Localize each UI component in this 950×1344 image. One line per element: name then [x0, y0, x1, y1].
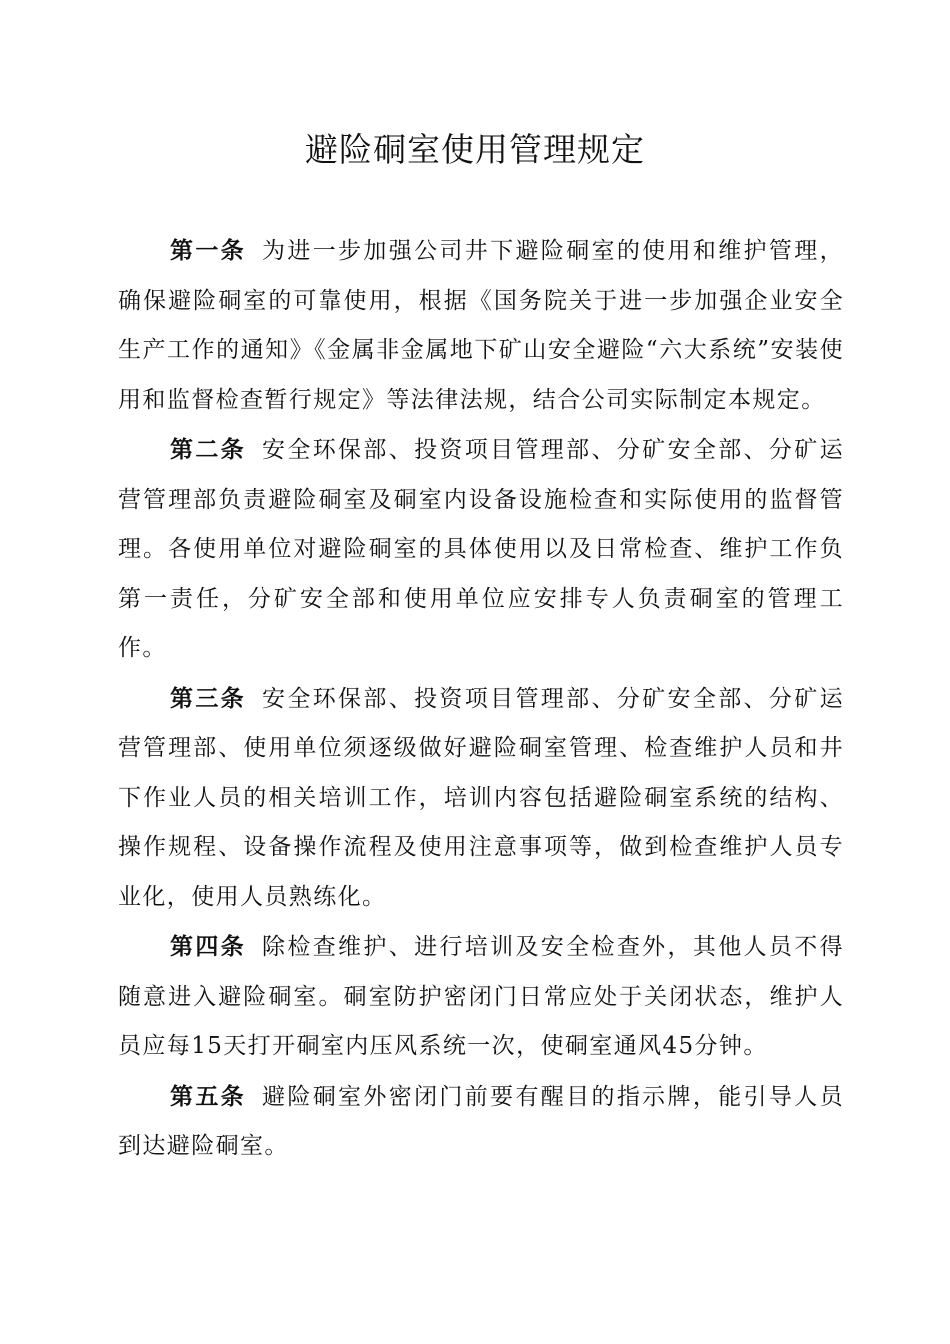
article-3-heading: 第三条 — [170, 684, 247, 712]
article-1 — [118, 226, 844, 425]
article-5-text: 避险硐室外密闭门前要有醒目的指示牌，能引导人员到达避险硐室。 — [118, 1083, 844, 1159]
article-3-text: 安全环保部、投资项目管理部、分矿安全部、分矿运营管理部、使用单位须逐级做好避险硐室管理、检查维护人员和井下作业人员的相关培训工作，培训内容包括避险硐室系统的结构、操作规程、设备操作流程及使用注意事项等，做到检查维护人员专业化，使用人员熟练化。 — [118, 685, 844, 910]
article-1-text: 为进一步加强公司井下避险硐室的使用和维护管理，确保避险硐室的可靠使用，根据《国务院关于进一步加强企业安全生产工作的通知》《金属非金属地下矿山安全避险“六大系统”安装使用和监督检查暂行规定》等法律法规，结合公司实际制定本规定。 — [118, 238, 844, 413]
article-1-heading: 第一条 — [170, 237, 247, 264]
article-2 — [118, 425, 844, 674]
article-2-text: 安全环保部、投资项目管理部、分矿安全部、分矿运营管理部负责避险硐室及硐室内设备设施检查和实际使用的监督管理。各使用单位对避险硐室的具体使用以及日常检查、维护工作负第一责任，分矿安全部和使用单位应安排专人负责硐室的管理工作。 — [118, 437, 844, 661]
document-title: 避险硐室使用管理规定 — [305, 130, 645, 169]
document-body — [118, 226, 844, 1172]
article-5-heading: 第五条 — [170, 1082, 247, 1110]
article-2-heading: 第二条 — [170, 436, 247, 463]
article-4 — [118, 922, 844, 1072]
article-4-heading: 第四条 — [170, 933, 247, 960]
article-3 — [118, 674, 844, 923]
article-4-text: 除检查维护、进行培训及安全检查外，其他人员不得随意进入避险硐室。硐室防护密闭门日常应处于关闭状态，维护人员应每15天打开硐室内压风系统一次，使硐室通风45分钟。 — [118, 934, 844, 1059]
article-5 — [118, 1072, 844, 1172]
